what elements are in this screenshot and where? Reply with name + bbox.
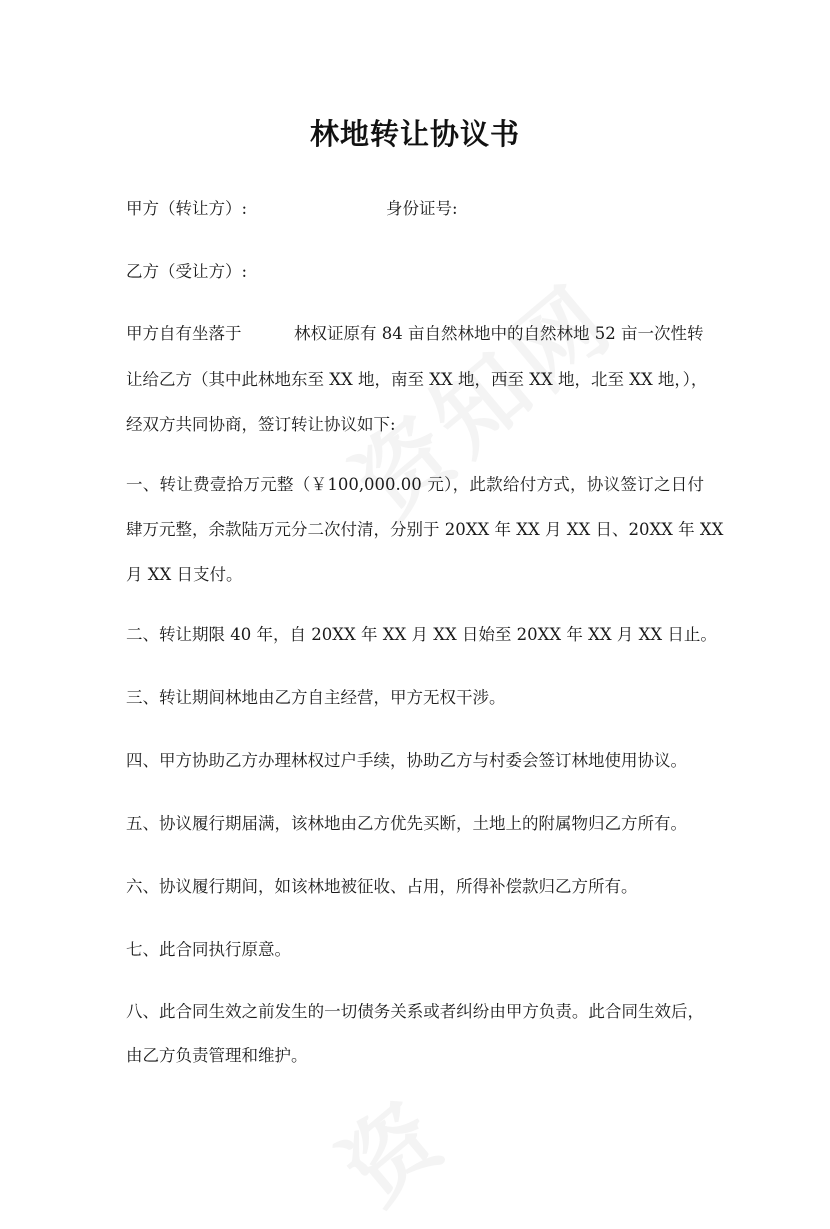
clause-6: 六、协议履行期间，如该林地被征收、占用，所得补偿款归乙方所有。 — [126, 877, 638, 896]
intro-line-1a: 甲方自有坐落于 — [126, 324, 242, 343]
clause-1-line-3: 月 XX 日支付。 — [126, 565, 243, 584]
intro-line-2: 让给乙方（其中此林地东至 XX 地，南至 XX 地，西至 XX 地，北至 XX 地，）， — [126, 370, 708, 389]
id-number-label: 身份证号: — [386, 199, 458, 218]
document-title: 林地转让协议书 — [309, 117, 520, 151]
intro-line-3: 经双方共同协商，签订转让协议如下: — [126, 415, 396, 434]
clause-7: 七、此合同执行原意。 — [126, 940, 291, 959]
clause-1-line-1: 一、转让费壹拾万元整（￥100,000.00 元），此款给付方式，协议签订之日付 — [126, 475, 704, 494]
clause-8-line-2: 由乙方负责管理和维护。 — [126, 1046, 308, 1065]
clause-1-line-2: 肆万元整，余款陆万元分二次付清，分别于 20XX 年 XX 月 XX 日、20XX 年 XX — [126, 520, 724, 539]
party-a-label: 甲方（转让方）: — [126, 199, 248, 218]
clause-5: 五、协议履行期届满，该林地由乙方优先买断，土地上的附属物归乙方所有。 — [126, 814, 687, 833]
clause-8-line-1: 八、此合同生效之前发生的一切债务关系或者纠纷由甲方负责。此合同生效后， — [126, 1002, 704, 1021]
watermark-bottom — [309, 1063, 470, 1228]
clause-3: 三、转让期间林地由乙方自主经营，甲方无权干涉。 — [126, 688, 506, 707]
party-b-label: 乙方（受让方）: — [126, 262, 248, 281]
clause-2: 二、转让期限 40 年，自 20XX 年 XX 月 XX 日始至 20XX 年 XX 月 XX 日止。 — [126, 625, 717, 644]
intro-line-1b: 林权证原有 84 亩自然林地中的自然林地 52 亩一次性转 — [294, 324, 704, 343]
clause-4: 四、甲方协助乙方办理林权过户手续，协助乙方与村委会签订林地使用协议。 — [126, 751, 687, 770]
watermark — [323, 249, 638, 543]
